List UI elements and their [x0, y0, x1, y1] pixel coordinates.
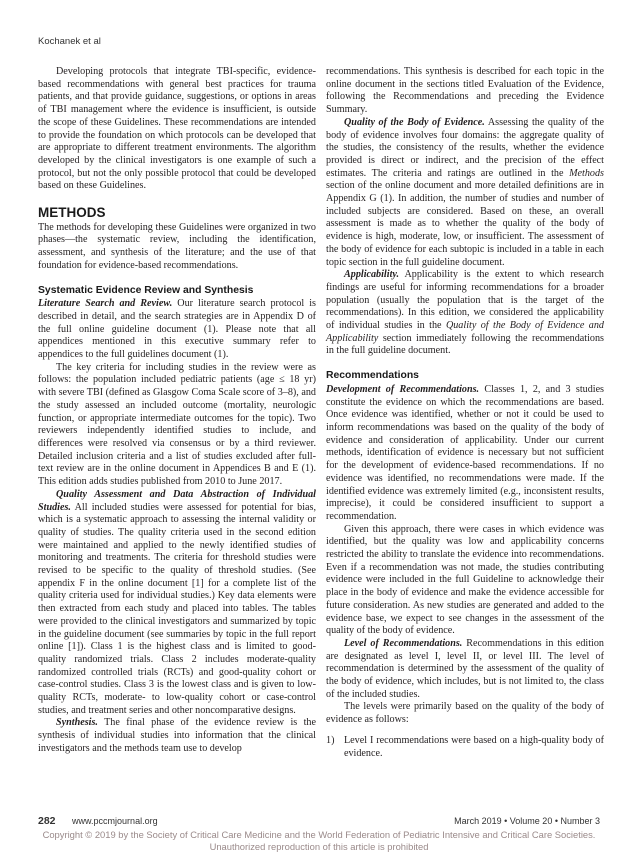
- literature-search-runin: Literature Search and Review.: [38, 298, 173, 310]
- applicability-text-b: section immediately following the recommendations in the full guideline document.: [326, 332, 604, 357]
- synthesis-runin: Synthesis.: [56, 717, 98, 729]
- levels-intro-paragraph: The levels were primarily based on the quality of the body of evidence as follows:: [326, 701, 604, 726]
- copyright-notice: [0, 829, 638, 853]
- level-text: Recommendations in this edition are designated as level I, level II, or level III. The level of recommendation is determined by the assessment of the quality of the body of evidence, which includes, but is not limited to, the class of the included studies.: [326, 637, 604, 700]
- synthesis-paragraph: [38, 717, 316, 755]
- journal-url: www.pccmjournal.org: [72, 816, 158, 826]
- applicability-runin: Applicability.: [344, 269, 400, 281]
- synthesis-text: The final phase of the evidence review is the synthesis of individual studies into information that the clinical investigators and the methods team use to develop: [38, 717, 316, 754]
- development-text: Classes 1, 2, and 3 studies constitute the evidence on which the recommendations are based. Once evidence was identified, whether or not it could be used to inform recommendations was based on the quality of the body of evidence and consideration of applicability. Under our current methods, identification of evidence is necessary but not sufficient for the development of evidence-based recommendations. If no evidence was identified, no recommendations were made. If the identified evidence was extremely limited (e.g., inconsistent results, imprecise), it could be considered insufficient to support a recommendation.: [326, 383, 604, 522]
- quality-body-runin: Quality of the Body of Evidence.: [344, 116, 485, 128]
- development-runin: Development of Recommendations.: [326, 383, 480, 395]
- issue-info: March 2019 • Volume 20 • Number 3: [454, 816, 600, 826]
- list-item-number: 1): [326, 734, 335, 746]
- quality-body-paragraph: [326, 117, 604, 269]
- running-head: Kochanek et al: [38, 36, 101, 47]
- quality-body-methods-em: Methods: [569, 167, 604, 179]
- intro-paragraph: Developing protocols that integrate TBI-specific, evidence-based recommendations with general best practices for trauma patients, and that provide guidance, suggestions, or options in areas of TBI management where the evidence is insufficient, is outside the scope of these Guidelines. These recommendations are intended to provide the foundation on which protocols can be developed that are appropriate to different treatment environments. The algorithm developed by the clinical investigators is one example of such a protocol, but not the only possible protocol that could be developed based on these Guidelines.: [38, 66, 316, 192]
- methods-heading: METHODS: [38, 205, 106, 221]
- literature-search-paragraph: [38, 298, 316, 362]
- given-approach-paragraph: Given this approach, there were cases in which evidence was identified, but the quality was low and applicability concerns restricted the ability to translate the evidence into recommendations. Even if a recommendation was not made, the studies contributing evidence were included in the full Guideline to acknowledge their place in the body of evidence and make the evidence accessible for future consideration. As new studies are generated and added to the evidence base, we expect to see changes in the assessment of the quality of the body of evidence.: [326, 523, 604, 637]
- methods-paragraph: The methods for developing these Guidelines were organized in two phases—the systematic review, including the identification, assessment, and synthesis of the literature; and the use of that foundation for evidence-based recommendations.: [38, 221, 316, 271]
- level-runin: Level of Recommendations.: [344, 637, 463, 649]
- quality-assessment-text: All included studies were assessed for potential for bias, which is a systematic approach to assessing the internal validity or quality of studies. The quality criteria used in the second edition were maintained and applied to the newly identified studies of monitoring and treatments. The criteria for threshold studies were revised to be specific to the quality of threshold studies. (See appendix F in the online document [1] for a complete list of the quality criteria used for individual studies.) Key data elements were then extracted from each study and placed into tables. The tables were provided to the clinical investigators and summarized by topic in the guideline document (see summaries by topic in the full report online [1]). Class 1 is the highest class and is limited to good-quality randomized trials. Class 2 includes moderate-quality randomized controlled trials (RCTs) and good-quality cohort or case-control studies. Class 3 is the lowest class and is given to low-quality RCTs, moderate- to low-quality cohort or case-control studies, and treatment series and other noncomparative designs.: [38, 501, 316, 716]
- applicability-text-a: Applicability is the extent to which research findings are useful for informing recommendations for a broader population (usually the population that is the target of the recommendations). In this edition, we considered the applicability of individual studies in the: [326, 269, 604, 332]
- applicability-paragraph: [326, 269, 604, 358]
- left-column: [38, 66, 316, 756]
- development-paragraph: [326, 384, 604, 524]
- continuation-paragraph: recommendations. This synthesis is described for each topic in the online document in the sections titled Evaluation of the Evidence, following the Recommendations and preceding the Evidence Summary.: [326, 66, 604, 116]
- quality-assessment-paragraph: [38, 489, 316, 718]
- copyright-line-1: Copyright © 2019 by the Society of Critical Care Medicine and the World Federation of Pediatric Intensive and Critical Care Societies.: [42, 829, 596, 840]
- level-paragraph: [326, 638, 604, 702]
- quality-assessment-runin: Quality Assessment and Data Abstraction of Individual Studies.: [38, 488, 316, 513]
- recommendations-heading: Recommendations: [326, 370, 419, 382]
- literature-search-text: Our literature search protocol is described in detail, and the search strategies are in Appendix D of the full online guideline document (1). Please note that all appendices mentioned in this executive summary refer to appendices to the full guidelines document (1).: [38, 298, 316, 361]
- quality-body-text-a: Assessing the quality of the body of evidence involves four domains: the aggregate quality of the studies, the consistency of the results, whether the evidence provided is direct or indirect, and the precision of the effect estimates. The criteria and ratings are outlined in the: [326, 116, 604, 179]
- applicability-em: Quality of the Body of Evidence and Applicability: [326, 320, 604, 344]
- list-item-text: Level I recommendations were based on a high-quality body of evidence.: [344, 734, 604, 759]
- right-column: [326, 66, 604, 760]
- page-footer: [38, 815, 600, 827]
- levels-list: [326, 735, 604, 760]
- list-item: [326, 735, 604, 760]
- quality-body-text-b: section of the online document and more detailed definitions are in Appendix G (1). In addition, the number of studies and number of included subjects are considered. Based on these, an overall assessment is made as to whether the quality of the body of evidence is high, moderate, low, or insufficient. The assessment of the body of evidence for each subtopic is included in a table in each topic section in the full guideline document.: [326, 180, 604, 268]
- page-number: 282: [38, 815, 56, 827]
- systematic-review-heading: Systematic Evidence Review and Synthesis: [38, 284, 254, 296]
- key-criteria-paragraph: The key criteria for including studies in the review were as follows: the population included pediatric patients (age ≤ 18 yr) with severe TBI (defined as Glasgow Coma Scale score of 3–8), and the study assessed an included outcome (mortality, neurologic function, or appropriate intermediate outcomes for the topic). Two reviewers independently identified studies to include, and differences were resolved via consensus or by a third reviewer. Detailed inclusion criteria and a list of studies excluded after full-text review are in the online document in Appendices B and E (1). This edition adds studies published from 2010 to June 2017.: [38, 361, 316, 488]
- copyright-line-2: Unauthorized reproduction of this article is prohibited: [209, 841, 429, 852]
